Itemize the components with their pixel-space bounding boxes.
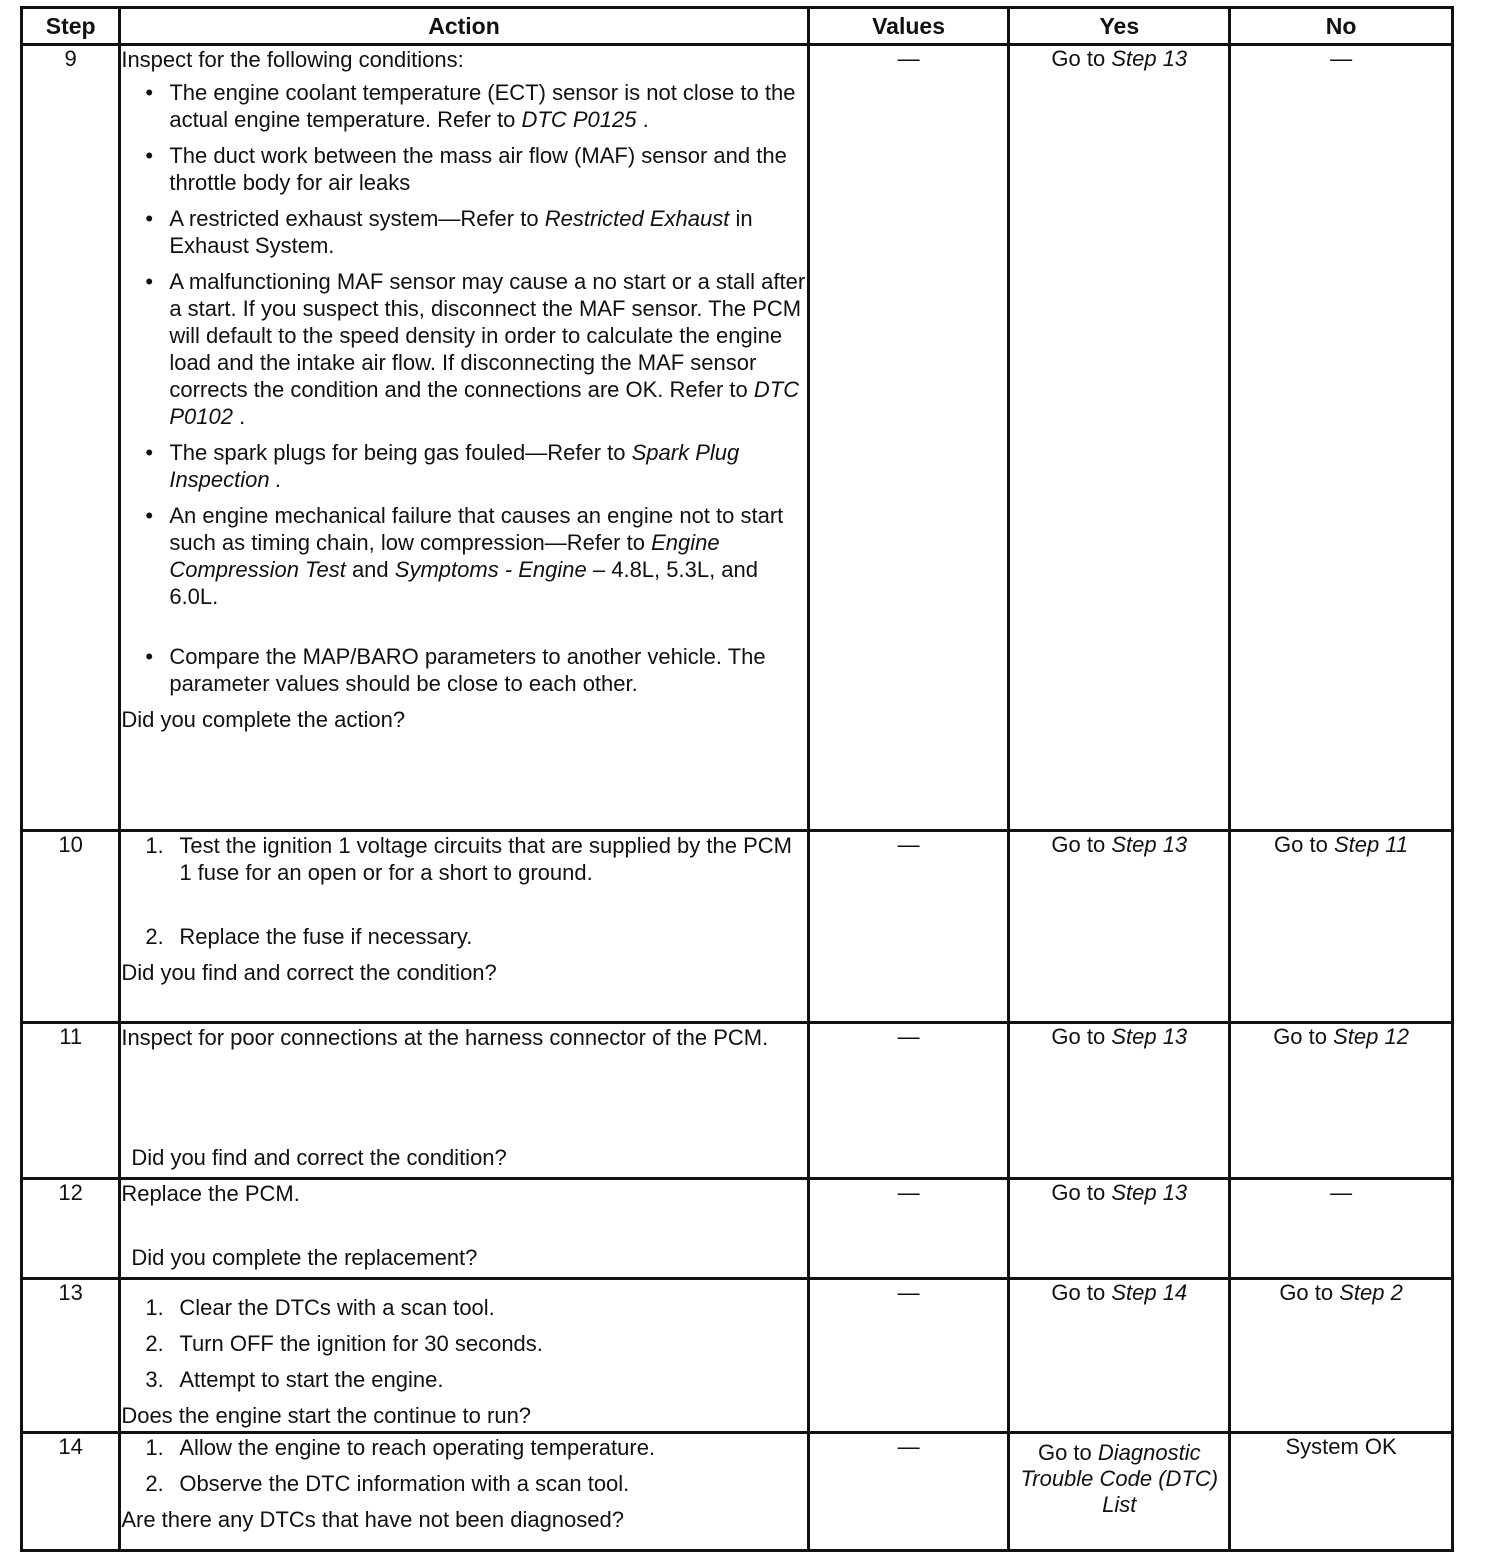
condition-list: [121, 79, 806, 610]
compare-list: [121, 643, 806, 697]
action-intro: Inspect for the following conditions:: [121, 47, 464, 72]
yes-link[interactable]: Step 13: [1111, 1024, 1188, 1049]
list-item: • Compare the MAP/BARO parameters to another vehicle. The parameter values should be close to each other.: [121, 643, 806, 697]
values-cell: —: [808, 831, 1009, 1023]
step-number: 11: [22, 1023, 120, 1179]
action-cell: [120, 1279, 808, 1433]
table-row-step-9: [22, 45, 1453, 831]
action-question: Did you complete the action?: [121, 707, 406, 732]
yes-cell: Go to Step 13: [1009, 1179, 1230, 1279]
reference-link[interactable]: Spark Plug Inspection: [169, 440, 740, 492]
no-link[interactable]: Step 2: [1339, 1280, 1403, 1305]
reference-link[interactable]: Symptoms - Engine: [394, 557, 587, 582]
header-action: Action: [120, 8, 808, 45]
action-question: Does the engine start the continue to run?: [121, 1403, 532, 1428]
yes-link[interactable]: Step 13: [1111, 1180, 1188, 1205]
list-item: 2. Turn OFF the ignition for 30 seconds.: [145, 1331, 543, 1356]
reference-link[interactable]: DTC P0102: [169, 377, 800, 429]
action-question: Did you find and correct the condition?: [131, 1145, 507, 1170]
no-cell: System OK: [1230, 1433, 1453, 1551]
action-cell: [120, 1023, 808, 1179]
list-item: 3. Attempt to start the engine.: [145, 1367, 444, 1392]
reference-link[interactable]: DTC P0125: [521, 107, 637, 132]
action-cell: [120, 1433, 808, 1551]
list-item: 2. Observe the DTC information with a scan tool.: [145, 1471, 630, 1496]
list-item: • The engine coolant temperature (ECT) sensor is not close to the actual engine temperature. Refer to DTC P0125 .: [121, 79, 806, 133]
list-item: • An engine mechanical failure that causes an engine not to start such as timing chain, low compression—Refer to Engine Compression Test and Symptoms - Engine – 4.8L, 5.3L, and 6.0L.: [121, 502, 806, 610]
no-cell: —: [1230, 45, 1453, 831]
values-cell: —: [808, 1179, 1009, 1279]
yes-cell: Go to Step 14: [1009, 1279, 1230, 1433]
step-number: 10: [22, 831, 120, 1023]
action-cell: [120, 1179, 808, 1279]
step-number: 14: [22, 1433, 120, 1551]
action-cell: [120, 831, 808, 1023]
no-cell: —: [1230, 1179, 1453, 1279]
reference-link[interactable]: Restricted Exhaust: [544, 206, 730, 231]
no-cell: Go to Step 12: [1230, 1023, 1453, 1179]
step-number: 9: [22, 45, 120, 831]
table-row-step-11: [22, 1023, 1453, 1179]
table-row-step-14: [22, 1433, 1453, 1551]
yes-cell: Go to Step 13: [1009, 831, 1230, 1023]
instruction-list: [121, 923, 806, 950]
list-item: 2. Replace the fuse if necessary.: [145, 924, 473, 949]
step-number: 13: [22, 1279, 120, 1433]
list-item: • A restricted exhaust system—Refer to Restricted Exhaust in Exhaust System.: [121, 205, 806, 259]
action-text: Replace the PCM.: [121, 1181, 300, 1206]
no-link[interactable]: Step 12: [1333, 1024, 1409, 1049]
no-cell: Go to Step 11: [1230, 831, 1453, 1023]
yes-link[interactable]: Step 13: [1111, 46, 1188, 71]
yes-cell: Go to Step 13: [1009, 1023, 1230, 1179]
list-item: • The spark plugs for being gas fouled—Refer to Spark Plug Inspection .: [121, 439, 806, 493]
values-cell: —: [808, 45, 1009, 831]
instruction-list: [121, 1294, 806, 1393]
step-number: 12: [22, 1179, 120, 1279]
yes-cell: Go to Diagnostic Trouble Code (DTC) List: [1009, 1433, 1230, 1551]
instruction-list: [121, 1434, 806, 1497]
values-cell: —: [808, 1279, 1009, 1433]
table-row-step-10: [22, 831, 1453, 1023]
table-row-step-13: [22, 1279, 1453, 1433]
header-step: Step: [22, 8, 120, 45]
reference-link[interactable]: Engine Compression Test: [169, 530, 720, 582]
yes-cell: Go to Step 13: [1009, 45, 1230, 831]
action-question: Did you complete the replacement?: [131, 1245, 478, 1270]
no-link[interactable]: Step 11: [1333, 832, 1409, 857]
list-item: • A malfunctioning MAF sensor may cause a no start or a stall after a start. If you suspect this, disconnect the MAF sensor. The PCM will default to the speed density in order to calculate the engine load and the intake air flow. If disconnecting the MAF sensor corrects the condition and the connections are OK. Refer to DTC P0102 .: [121, 268, 806, 430]
action-question: Are there any DTCs that have not been diagnosed?: [121, 1507, 624, 1532]
no-cell: Go to Step 2: [1230, 1279, 1453, 1433]
yes-link[interactable]: Step 13: [1111, 832, 1188, 857]
list-item: 1. Clear the DTCs with a scan tool.: [145, 1295, 495, 1320]
list-item: 1. Test the ignition 1 voltage circuits that are supplied by the PCM 1 fuse for an open or for a short to ground.: [145, 833, 792, 885]
values-cell: —: [808, 1433, 1009, 1551]
action-text: Inspect for poor connections at the harness connector of the PCM.: [121, 1025, 769, 1050]
yes-link[interactable]: Step 14: [1111, 1280, 1188, 1305]
values-cell: —: [808, 1023, 1009, 1179]
list-item: • The duct work between the mass air flow (MAF) sensor and the throttle body for air leaks: [121, 142, 806, 196]
table-row-step-12: [22, 1179, 1453, 1279]
header-yes: Yes: [1009, 8, 1230, 45]
yes-link[interactable]: Diagnostic Trouble Code (DTC) List: [1020, 1440, 1219, 1517]
action-question: Did you find and correct the condition?: [121, 960, 497, 985]
instruction-list: [121, 832, 806, 886]
header-no: No: [1230, 8, 1453, 45]
header-row: [22, 8, 1453, 45]
list-item: 1. Allow the engine to reach operating temperature.: [145, 1435, 656, 1460]
header-values: Values: [808, 8, 1009, 45]
diagnostic-table: [20, 6, 1454, 1552]
action-cell: [120, 45, 808, 831]
